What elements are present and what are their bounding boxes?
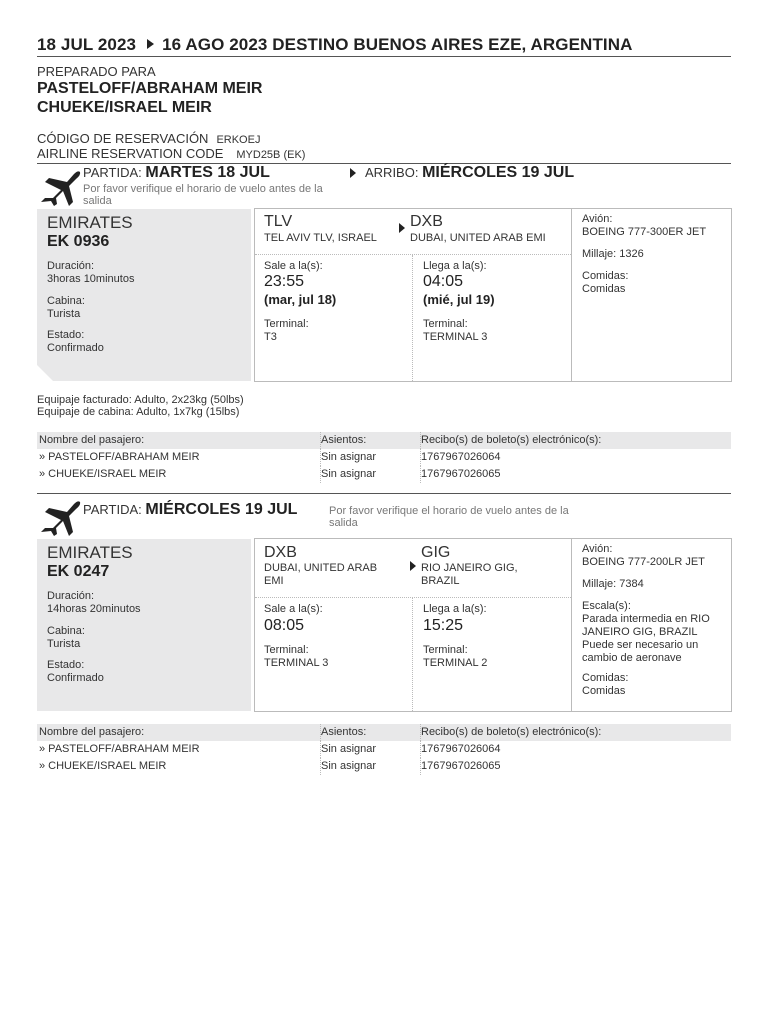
- itinerary-header: [37, 35, 633, 55]
- ticket-cell: [420, 758, 501, 775]
- passenger-table: [37, 724, 731, 775]
- ticket-text: 1767967026065: [421, 468, 501, 480]
- departure-date: MARTES 18 JUL: [145, 164, 270, 181]
- aircraft-label: Avión:: [582, 213, 613, 225]
- column-header-text: Asientos:: [321, 726, 367, 738]
- column-header-text: Recibo(s) de boleto(s) electrónico(s):: [421, 434, 602, 446]
- column-header: [320, 432, 366, 449]
- stop-value: Parada intermedia en RIO JANEIRO GIG, BRAZIL Puede ser necesario un cambio de aeronave: [582, 613, 710, 664]
- passenger-table: [37, 432, 731, 483]
- divider: [571, 209, 572, 381]
- duration-value: 14horas 20minutos: [47, 603, 141, 615]
- segment-arrival: [365, 164, 574, 182]
- reservation-code: ERKOEJ: [216, 134, 261, 146]
- arrives-label: Llega a la(s):: [423, 603, 487, 615]
- ticket-text: 1767967026065: [421, 760, 501, 772]
- ticket-cell: [420, 466, 501, 483]
- cabin-value: Turista: [47, 308, 81, 320]
- arrival-label: ARRIBO:: [365, 165, 419, 180]
- origin-city: TEL AVIV TLV, ISRAEL: [264, 232, 377, 244]
- column-header: Nombre del pasajero:: [39, 726, 145, 738]
- passenger-cell: » PASTELOFF/ABRAHAM MEIR: [39, 451, 200, 463]
- departs-label: Sale a la(s):: [264, 260, 323, 272]
- seat-cell: [320, 449, 376, 466]
- flight-number: EK 0247: [47, 563, 110, 580]
- destination-city: DUBAI, UNITED ARAB EMI: [410, 232, 546, 244]
- status-value: Confirmado: [47, 672, 104, 684]
- passenger-name: PASTELOFF/ABRAHAM MEIR: [37, 80, 263, 97]
- airline-name: EMIRATES: [47, 543, 133, 562]
- departs-label: Sale a la(s):: [264, 603, 323, 615]
- ticket-cell: [420, 741, 501, 758]
- reservation-code-row: [37, 131, 260, 146]
- segment-departure: [83, 501, 297, 519]
- departure-terminal: T3: [264, 331, 277, 343]
- column-header: [420, 432, 601, 449]
- origin-code: TLV: [264, 213, 293, 230]
- arrival-time: 15:25: [423, 617, 464, 634]
- prepared-for-label: PREPARADO PARA: [37, 64, 156, 79]
- table-row: [37, 449, 731, 466]
- arrival-terminal: TERMINAL 3: [423, 331, 488, 343]
- divider: [255, 597, 571, 598]
- flight-number: EK 0936: [47, 233, 110, 250]
- arrives-label: Llega a la(s):: [423, 260, 487, 272]
- table-row: [37, 758, 731, 775]
- seat-text: Sin asignar: [321, 451, 377, 463]
- aircraft-value: BOEING 777-200LR JET: [582, 556, 705, 568]
- airline-reservation-code: MYD25B (EK): [236, 149, 306, 161]
- divider: [571, 539, 572, 711]
- flight-time-note: [329, 505, 589, 529]
- destination-code: DXB: [410, 213, 443, 230]
- arrival-time: 04:05: [423, 273, 464, 290]
- airplane-icon: [39, 168, 81, 206]
- meals-value: Comidas: [582, 685, 626, 697]
- seat-cell: [320, 758, 376, 775]
- stop-label: Escala(s):: [582, 600, 631, 612]
- column-header-text: Recibo(s) de boleto(s) electrónico(s):: [421, 726, 602, 738]
- divider: [412, 598, 413, 711]
- seat-cell: [320, 741, 376, 758]
- departure-label: PARTIDA:: [83, 502, 142, 517]
- arrival-date: MIÉRCOLES 19 JUL: [422, 164, 575, 181]
- departure-label: PARTIDA:: [83, 165, 142, 180]
- triangle-right-icon: [350, 168, 356, 178]
- arrival-day: (mié, jul 19): [423, 292, 495, 307]
- header-start-date: 18 JUL 2023: [37, 35, 137, 54]
- passenger-name: CHUEKE/ISRAEL MEIR: [37, 99, 212, 116]
- table-header: [37, 432, 731, 449]
- airline-reservation-row: [37, 146, 305, 161]
- divider: [412, 255, 413, 381]
- checked-baggage: Equipaje facturado: Adulto, 2x23kg (50lbs): [37, 394, 244, 406]
- mileage: Millaje: 7384: [582, 578, 644, 590]
- aircraft-label: Avión:: [582, 543, 613, 555]
- divider: [37, 493, 731, 494]
- origin-city: DUBAI, UNITED ARAB EMI: [264, 562, 378, 587]
- cabin-label: Cabina:: [47, 625, 85, 637]
- departure-day: (mar, jul 18): [264, 292, 337, 307]
- triangle-right-icon: [147, 39, 154, 49]
- destination-city: RIO JANEIRO GIG, BRAZIL: [421, 562, 518, 587]
- seat-cell: [320, 466, 376, 483]
- status-value: Confirmado: [47, 342, 104, 354]
- table-row: [37, 466, 731, 483]
- cabin-baggage: Equipaje de cabina: Adulto, 1x7kg (15lbs): [37, 406, 240, 418]
- duration-label: Duración:: [47, 590, 95, 602]
- column-header-text: Asientos:: [321, 434, 367, 446]
- flight-time-note: Por favor verifique el horario de vuelo antes de la salida: [83, 183, 323, 207]
- departure-date: MIÉRCOLES 19 JUL: [145, 501, 298, 518]
- reservation-code-label: CÓDIGO DE RESERVACIÓN: [37, 131, 209, 146]
- arrival-terminal: TERMINAL 2: [423, 657, 488, 669]
- airline-reservation-label: AIRLINE RESERVATION CODE: [37, 146, 224, 161]
- seat-text: Sin asignar: [321, 743, 377, 755]
- airline-name: EMIRATES: [47, 213, 133, 232]
- column-header: [320, 724, 366, 741]
- ticket-text: 1767967026064: [421, 743, 501, 755]
- ticket-text: 1767967026064: [421, 451, 501, 463]
- passenger-cell: » CHUEKE/ISRAEL MEIR: [39, 760, 167, 772]
- triangle-right-icon: [410, 561, 416, 571]
- meals-label: Comidas:: [582, 672, 629, 684]
- destination-code: GIG: [421, 544, 451, 561]
- passenger-cell: » CHUEKE/ISRAEL MEIR: [39, 468, 167, 480]
- terminal-label: Terminal:: [423, 644, 468, 656]
- column-header: Nombre del pasajero:: [39, 434, 145, 446]
- passenger-cell: » PASTELOFF/ABRAHAM MEIR: [39, 743, 200, 755]
- ticket-cell: [420, 449, 501, 466]
- duration-label: Duración:: [47, 260, 95, 272]
- mileage: Millaje: 1326: [582, 248, 644, 260]
- triangle-right-icon: [399, 223, 405, 233]
- departure-time: 08:05: [264, 617, 305, 634]
- terminal-label: Terminal:: [264, 318, 309, 330]
- divider: [37, 56, 731, 57]
- origin-code: DXB: [264, 544, 297, 561]
- table-header: [37, 724, 731, 741]
- terminal-label: Terminal:: [264, 644, 309, 656]
- status-label: Estado:: [47, 659, 85, 671]
- airplane-icon: [39, 498, 81, 536]
- column-header: [420, 724, 601, 741]
- cabin-value: Turista: [47, 638, 81, 650]
- departure-terminal: TERMINAL 3: [264, 657, 329, 669]
- terminal-label: Terminal:: [423, 318, 468, 330]
- status-label: Estado:: [47, 329, 85, 341]
- panel-fold: [37, 365, 53, 381]
- segment-departure: [83, 164, 270, 182]
- flight-time-note-text: Por favor verifique el horario de vuelo antes de la salida: [329, 505, 569, 529]
- duration-value: 3horas 10minutos: [47, 273, 135, 285]
- aircraft-value: BOEING 777-300ER JET: [582, 226, 707, 238]
- meals-label: Comidas:: [582, 270, 629, 282]
- header-end-destination: 16 AGO 2023 DESTINO BUENOS AIRES EZE, ARGENTINA: [162, 35, 633, 54]
- departure-time: 23:55: [264, 273, 305, 290]
- seat-text: Sin asignar: [321, 468, 377, 480]
- divider: [255, 254, 571, 255]
- table-row: [37, 741, 731, 758]
- seat-text: Sin asignar: [321, 760, 377, 772]
- cabin-label: Cabina:: [47, 295, 85, 307]
- meals-value: Comidas: [582, 283, 626, 295]
